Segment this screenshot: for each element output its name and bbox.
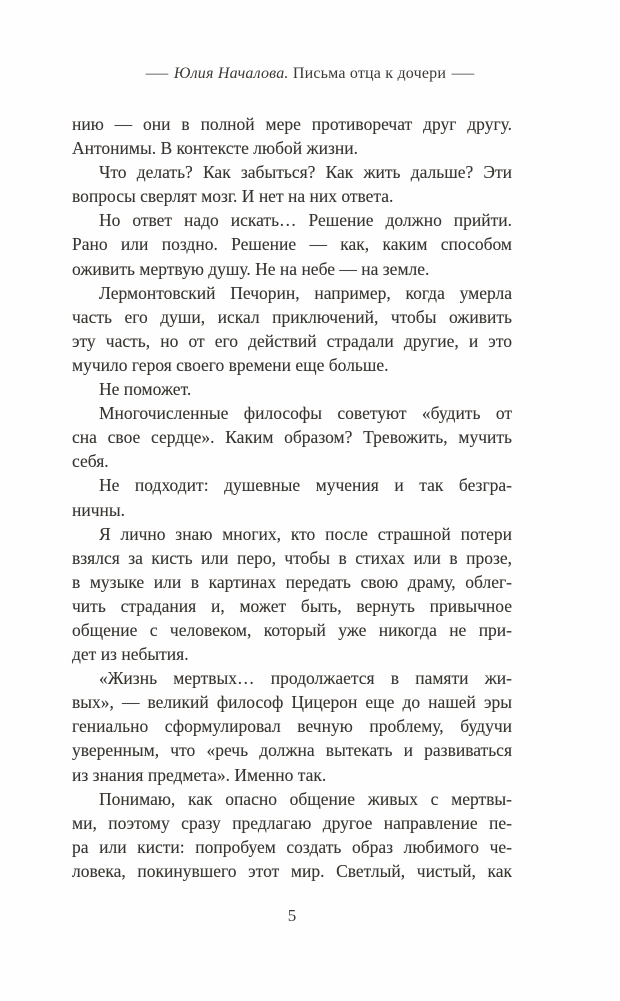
- paragraph: [72, 208, 512, 280]
- text-line: ра или кисти: попробуем создать образ любимого че-: [72, 836, 512, 857]
- text-line: чить страдания и, может быть, вернуть привычное: [72, 595, 512, 616]
- text-line: ничны.: [72, 499, 126, 520]
- running-header: [0, 63, 620, 84]
- text-line: Не подходит: душевные мучения и так безгра-: [99, 475, 512, 496]
- text-line: себя.: [72, 451, 109, 472]
- text-line: Многочисленные философы советуют «будить от: [99, 403, 512, 424]
- paragraph: [72, 401, 512, 473]
- text-line: общение с человеком, который уже никогда не при-: [72, 619, 512, 640]
- text-line: Лермонтовский Печорин, например, когда умерла: [99, 282, 512, 303]
- header-dash-left: —: [145, 65, 169, 82]
- text-line: вых», — великий философ Цицерон еще до нашей эры: [72, 692, 512, 713]
- text-line: Не поможет.: [99, 379, 192, 400]
- text-line: мучило героя своего времени еще больше.: [72, 354, 389, 375]
- header-author: Юлия Началова.: [173, 65, 289, 82]
- paragraph: [72, 473, 512, 521]
- text-block: [72, 112, 512, 883]
- paragraph: [72, 160, 512, 208]
- text-line: из знания предмета». Именно так.: [72, 764, 327, 785]
- text-line: Понимаю, как опасно общение живых с мертвы-: [99, 788, 512, 809]
- text-line: эту часть, но от его действий страдали другие, и это: [72, 330, 512, 351]
- paragraph: [72, 377, 512, 401]
- text-line: вопросы сверлят мозг. И нет на них ответа.: [72, 186, 394, 207]
- text-line: Что делать? Как забыться? Как жить дальше? Эти: [99, 162, 512, 183]
- header-dash-right: —: [451, 65, 475, 82]
- text-line: часть его души, искал приключений, чтобы оживить: [72, 306, 512, 327]
- text-line: ловека, покинувшего этот мир. Светлый, чистый, как: [72, 860, 512, 881]
- paragraph: [72, 281, 512, 377]
- page-number: 5: [287, 906, 297, 925]
- text-line: сна свое сердце». Каким образом? Тревожить, мучить: [72, 427, 512, 448]
- text-line: в музыке или в картинах передать свою драму, облег-: [72, 571, 512, 592]
- header-book-title: Письма отца к дочери: [292, 65, 447, 82]
- paragraph: [72, 787, 512, 883]
- text-line: взялся за кисть или перо, чтобы в стихах или в прозе,: [72, 547, 512, 568]
- text-line: Рано или поздно. Решение — как, каким способом: [72, 234, 512, 255]
- text-line: Но ответ надо искать… Решение должно прийти.: [99, 210, 512, 231]
- paragraph: [72, 112, 512, 160]
- text-line: «Жизнь мертвых… продолжается в памяти жи-: [99, 668, 512, 689]
- paragraph: [72, 522, 512, 667]
- text-line: уверенным, что «речь должна вытекать и развиваться: [72, 740, 512, 761]
- paragraph: [72, 666, 512, 786]
- text-line: оживить мертвую душу. Не на небе — на земле.: [72, 258, 430, 279]
- text-line: Я лично знаю многих, кто после страшной потери: [99, 523, 512, 544]
- text-line: нию — они в полной мере противоречат друг другу.: [72, 114, 512, 134]
- text-line: Антонимы. В контексте любой жизни.: [72, 138, 358, 159]
- text-line: гениально сформулировал вечную проблему, будучи: [72, 716, 512, 737]
- text-line: ми, поэтому сразу предлагаю другое направление пе-: [72, 812, 512, 833]
- text-line: дет из небытия.: [72, 644, 189, 665]
